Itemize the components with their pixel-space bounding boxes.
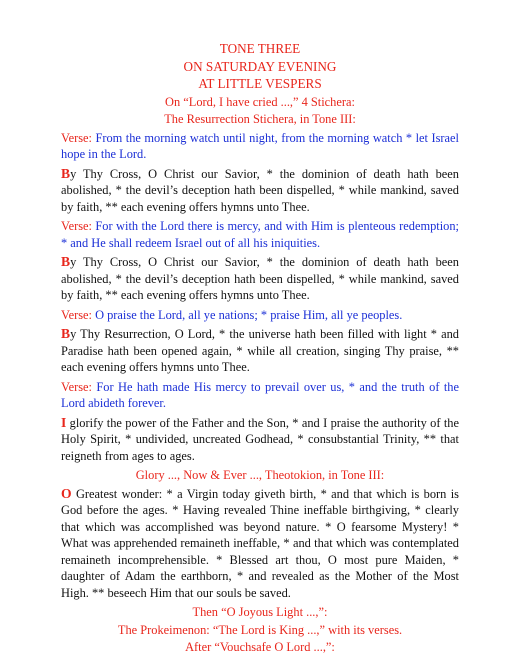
service-heading: AT LITTLE VESPERS <box>198 76 322 91</box>
rubric-prokeimenon: The Prokeimenon: “The Lord is King ...,” with its verses. <box>117 622 403 637</box>
tone-heading: TONE THREE <box>219 41 301 56</box>
verse-label: Verse: <box>61 379 92 394</box>
verse-label: Verse: <box>61 307 92 322</box>
hymn-text: y Thy Resurrection, O Lord, * the universe hath been filled with light * and Paradise hath been opened again, * while all creation, singing Thy praise, ** each evening offers hymns unto Thee. <box>61 327 459 374</box>
rubric-joyous-light: Then “O Joyous Light ...,”: <box>192 605 328 619</box>
hymn-2 <box>61 254 459 304</box>
theotokion <box>61 486 459 602</box>
verse-4 <box>61 379 459 412</box>
hymn-4 <box>61 415 459 465</box>
rubric-glory-now: Glory ..., Now & Ever ..., Theotokion, in Tone III: <box>135 468 385 482</box>
hymn-text: glorify the power of the Father and the Son, * and I praise the authority of the Holy Spirit, * undivided, uncreated Godhead, * consubstantial Trinity, ** that reigneth from ages to ages. <box>61 415 459 463</box>
rubric-resurrection-stichera: The Resurrection Stichera, in Tone III: <box>164 112 356 126</box>
verse-text: For He hath made His mercy to prevail over us, * and the truth of the Lord abideth forever. <box>61 379 459 410</box>
verse-text: For with the Lord there is mercy, and with Him is plenteous redemption; * and He shall redeem Israel out of all his iniquities. <box>61 219 459 250</box>
drop-initial: B <box>61 326 71 341</box>
verse-3 <box>61 307 459 324</box>
verse-2 <box>61 218 459 251</box>
drop-initial: B <box>61 165 71 181</box>
hymn-1 <box>61 166 459 216</box>
hymn-3 <box>61 326 459 376</box>
verse-text: From the morning watch until night, from the morning watch * let Israel hope in the Lord. <box>61 130 459 161</box>
verse-label: Verse: <box>61 130 92 145</box>
hymn-text: Greatest wonder: * a Virgin today giveth birth, * and that which is born is God before the ages. * Having revealed Thine ineffable birthgiving, * clearly that which was accomplished was beyond nature. * O fearsome Mystery! * What was apprehended remaineth ineffable, * and that which was contemplated remaineth incomprehensible. * Blessed art thou, O most pure Maiden, * daughter of Adam the earthborn, * and revealed as the Mother of the Most High. ** beseech Him that our souls be saved. <box>61 486 459 600</box>
drop-initial: I <box>61 414 67 430</box>
verse-label: Verse: <box>61 219 92 233</box>
verse-text: O praise the Lord, all ye nations; * praise Him, all ye peoples. <box>91 307 403 322</box>
day-heading: ON SATURDAY EVENING <box>183 58 337 74</box>
drop-initial: B <box>61 254 71 269</box>
rubric-vouchsafe: After “Vouchsafe O Lord ...,”: <box>185 640 335 654</box>
hymn-text: y Thy Cross, O Christ our Savior, * the dominion of death hath been abolished, * the devil’s deception hath been dispelled, * while mankind, saved by faith, ** each evening offers hymns unto Thee. <box>61 166 459 214</box>
drop-initial: O <box>61 485 72 501</box>
hymn-text: y Thy Cross, O Christ our Savior, * the dominion of death hath been abolished, * the devil’s deception hath been dispelled, * while mankind, saved by faith, ** each evening offers hymns unto Thee. <box>61 255 459 302</box>
document-page <box>61 40 459 657</box>
verse-1 <box>61 130 459 163</box>
rubric-lord-i-have-cried: On “Lord, I have cried ...,” 4 Stichera: <box>165 94 355 109</box>
